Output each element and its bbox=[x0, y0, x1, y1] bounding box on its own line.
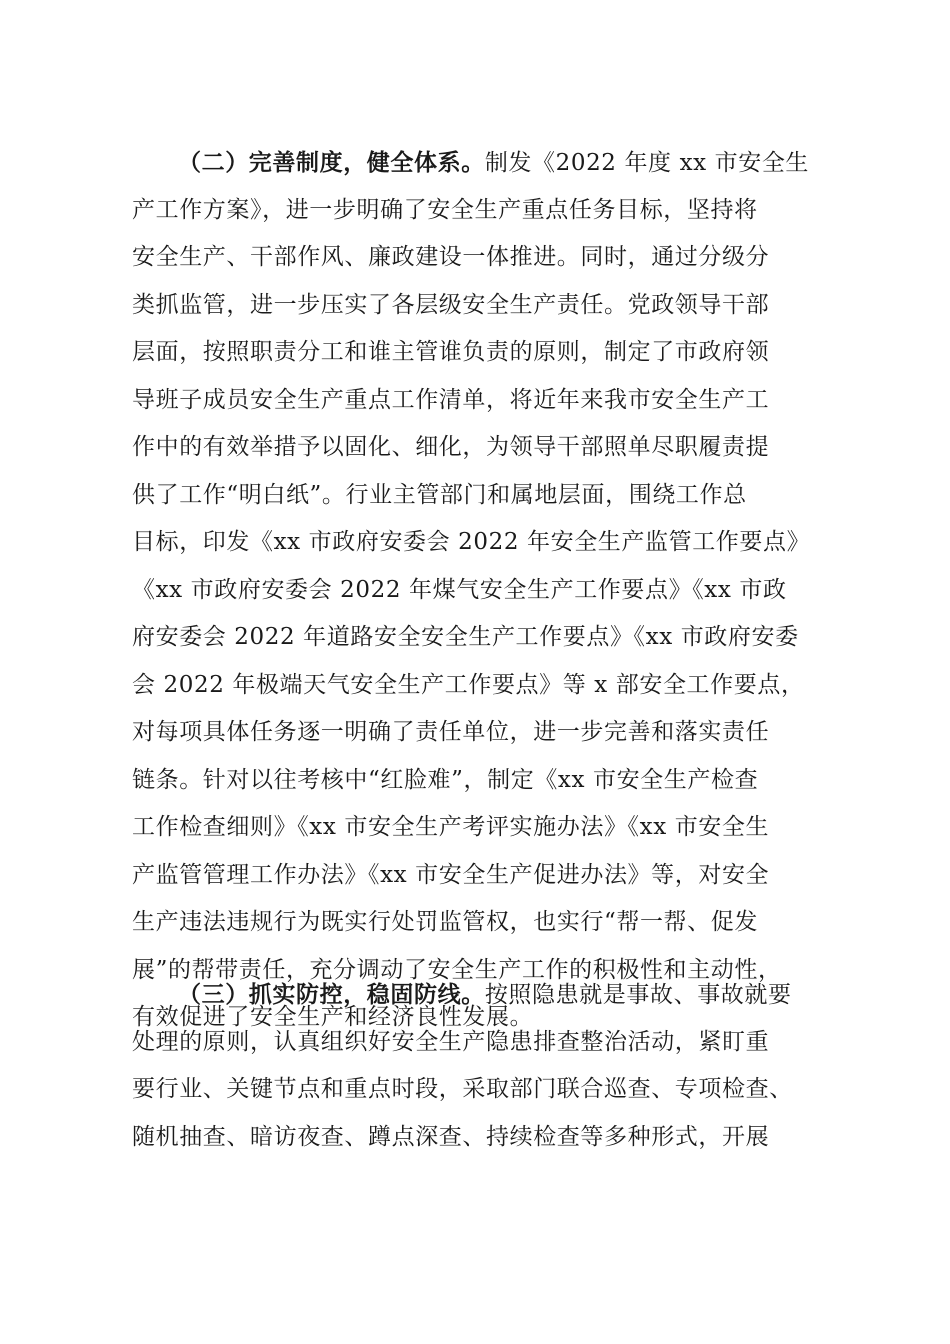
paragraph-line: 作中的有效举措予以固化、细化，为领导干部照单尽职履责提 bbox=[132, 434, 770, 460]
paragraph-first-line bbox=[132, 139, 836, 187]
paragraph-line: 对每项具体任务逐一明确了责任单位，进一步完善和落实责任 bbox=[132, 719, 770, 745]
paragraph-line: 层面，按照职责分工和谁主管谁负责的原则，制定了市政府领 bbox=[132, 339, 770, 365]
paragraph-line: 有效促进了安全生产和经济良性发展。 bbox=[132, 1004, 534, 1030]
paragraph-line: 工作检查细则》《xx 市安全生产考评实施办法》《xx 市安全生 bbox=[132, 814, 770, 840]
paragraph-line: 类抓监管，进一步压实了各层级安全生产责任。党政领导干部 bbox=[132, 291, 770, 318]
paragraph-line: 安全生产、干部作风、廉政建设一体推进。同时，通过分级分 bbox=[132, 244, 770, 270]
paragraph-text: 制发《2022 年度 xx 市安全生 bbox=[484, 150, 810, 176]
paragraph-line: 会 2022 年极端天气安全生产工作要点》等 x 部安全工作要点， bbox=[132, 671, 805, 698]
paragraph-first-line bbox=[132, 971, 836, 1019]
paragraph-line: 展”的帮带责任，充分调动了安全生产工作的积极性和主动性， bbox=[132, 956, 782, 983]
paragraph-improve-system bbox=[132, 139, 836, 1042]
paragraph-line: 导班子成员安全生产重点工作清单，将近年来我市安全生产工 bbox=[132, 386, 770, 413]
paragraph-line: 处理的原则，认真组织好安全生产隐患排查整治活动，紧盯重 bbox=[132, 1028, 770, 1055]
paragraph-strengthen-prevention bbox=[132, 971, 836, 1161]
paragraph-heading: （三）抓实防控，稳固防线。 bbox=[178, 981, 485, 1008]
paragraph-line: 府安委会 2022 年道路安全安全生产工作要点》《xx 市政府安委 bbox=[132, 624, 799, 650]
paragraph-line: 链条。针对以往考核中“红脸难”，制定《xx 市安全生产检查 bbox=[132, 766, 759, 793]
paragraph-line: 供了工作“明白纸”。行业主管部门和属地层面，围绕工作总 bbox=[132, 481, 747, 508]
paragraph-heading: （二）完善制度，健全体系。 bbox=[178, 149, 485, 176]
paragraph-line: 《xx 市政府安委会 2022 年煤气安全生产工作要点》《xx 市政 bbox=[132, 576, 787, 603]
paragraph-line: 生产违法违规行为既实行处罚监管权，也实行“帮一帮、促发 bbox=[132, 909, 758, 935]
paragraph-text: 按照隐患就是事故、事故就要 bbox=[484, 982, 792, 1008]
paragraph-line: 要行业、关键节点和重点时段，采取部门联合巡查、专项检查、 bbox=[132, 1076, 793, 1102]
paragraph-line: 产工作方案》，进一步明确了安全生产重点任务目标，坚持将 bbox=[132, 196, 758, 223]
paragraph-line: 目标，印发《xx 市政府安委会 2022 年安全生产监管工作要点》 bbox=[132, 529, 811, 555]
paragraph-line: 随机抽查、暗访夜查、蹲点深查、持续检查等多种形式，开展 bbox=[132, 1123, 770, 1150]
paragraph-line: 产监管管理工作办法》《xx 市安全生产促进办法》等，对安全 bbox=[132, 861, 770, 888]
